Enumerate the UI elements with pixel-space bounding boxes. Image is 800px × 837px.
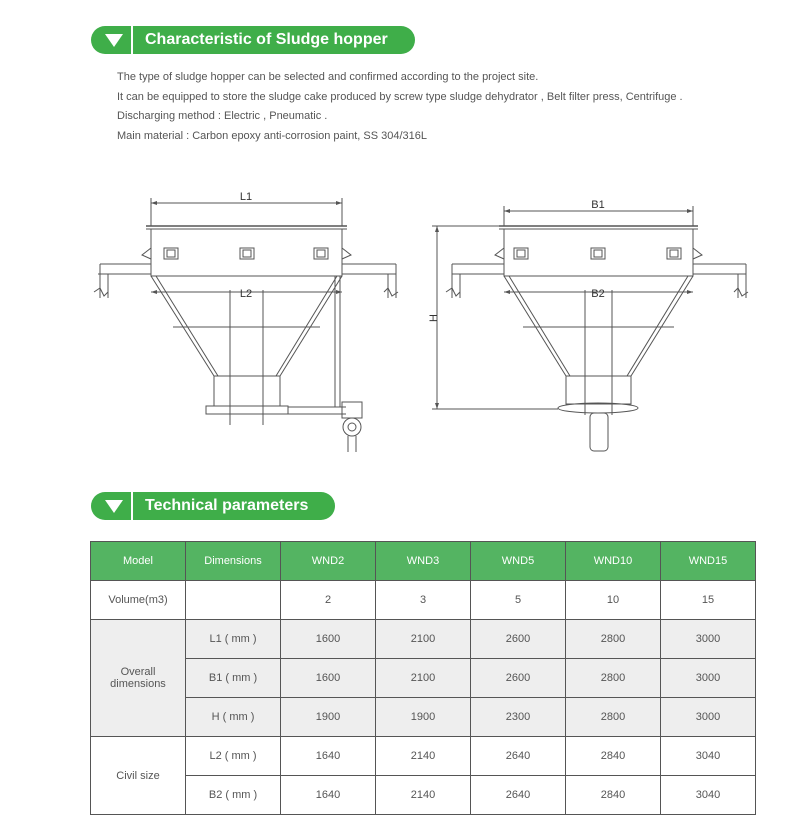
dim-label-l2: L2 <box>239 288 253 300</box>
table-header: Dimensions <box>186 542 281 581</box>
table-header-row <box>91 542 756 581</box>
table-cell: 2140 <box>376 737 471 776</box>
section-title: Characteristic of Sludge hopper <box>145 31 388 48</box>
chevron-down-icon <box>97 492 131 520</box>
table-header: Model <box>91 542 186 581</box>
section-title: Technical parameters <box>145 497 309 514</box>
table-cell: 2840 <box>566 737 661 776</box>
dimension-label: B1 ( mm ) <box>186 659 281 698</box>
table-cell: 2100 <box>376 659 471 698</box>
table-cell: 5 <box>471 581 566 620</box>
table-header: WND2 <box>281 542 376 581</box>
table-cell: 2 <box>281 581 376 620</box>
table-cell: 1600 <box>281 659 376 698</box>
table-row <box>91 698 756 737</box>
section-header-technical <box>91 492 335 520</box>
table-cell: 2640 <box>471 737 566 776</box>
table-row <box>91 737 756 776</box>
table-cell: 3000 <box>661 659 756 698</box>
table-cell: 2800 <box>566 659 661 698</box>
table-cell: 1600 <box>281 620 376 659</box>
section-header-characteristic <box>91 26 415 54</box>
table-header: WND10 <box>566 542 661 581</box>
table-cell: 1900 <box>281 698 376 737</box>
table-cell: 10 <box>566 581 661 620</box>
table-cell: 2600 <box>471 659 566 698</box>
hopper-side-view <box>428 199 748 451</box>
row-label: Volume(m3) <box>91 581 186 620</box>
intro-line: Main material : Carbon epoxy anti-corrosion paint, SS 304/316L <box>117 129 428 142</box>
group-label: Civil size <box>91 737 186 815</box>
table-cell: 1640 <box>281 776 376 815</box>
table-cell: 2840 <box>566 776 661 815</box>
dimension-label: B2 ( mm ) <box>186 776 281 815</box>
table-cell: 1640 <box>281 737 376 776</box>
table-row <box>91 581 756 620</box>
dimension-label: L2 ( mm ) <box>186 737 281 776</box>
dim-label-h: H <box>428 314 440 322</box>
intro-line: Discharging method : Electric , Pneumatic . <box>117 110 328 123</box>
intro-line: The type of sludge hopper can be selected and confirmed according to the project site. <box>117 71 539 83</box>
table-header: WND15 <box>661 542 756 581</box>
chevron-down-icon <box>97 26 131 54</box>
table-cell: 3000 <box>661 698 756 737</box>
dimension-label: H ( mm ) <box>186 698 281 737</box>
group-label: Overall dimensions <box>91 620 186 737</box>
hopper-drawing <box>80 180 770 465</box>
table-cell: 2800 <box>566 620 661 659</box>
table-cell: 15 <box>661 581 756 620</box>
table-header: WND5 <box>471 542 566 581</box>
table-cell: 2600 <box>471 620 566 659</box>
dimension-label: L1 ( mm ) <box>186 620 281 659</box>
table-cell: 3000 <box>661 620 756 659</box>
table-cell: 2800 <box>566 698 661 737</box>
table-cell: 2100 <box>376 620 471 659</box>
table-cell: 3040 <box>661 776 756 815</box>
dim-label-b2: B2 <box>591 288 605 300</box>
intro-line: It can be equipped to store the sludge cake produced by screw type sludge dehydrator , Belt filter press, Centrifuge . <box>117 90 683 103</box>
intro-text <box>117 70 683 148</box>
table-cell <box>186 581 281 620</box>
table-cell: 3040 <box>661 737 756 776</box>
table-cell: 2300 <box>471 698 566 737</box>
dim-label-l1: L1 <box>239 191 253 203</box>
table-header: WND3 <box>376 542 471 581</box>
table-cell: 3 <box>376 581 471 620</box>
table-row <box>91 620 756 659</box>
table-cell: 2140 <box>376 776 471 815</box>
table-cell: 2640 <box>471 776 566 815</box>
hopper-front-view <box>94 191 398 452</box>
parameters-table <box>90 541 756 815</box>
table-row <box>91 659 756 698</box>
dim-label-b1: B1 <box>591 199 605 211</box>
table-row <box>91 776 756 815</box>
table-cell: 1900 <box>376 698 471 737</box>
